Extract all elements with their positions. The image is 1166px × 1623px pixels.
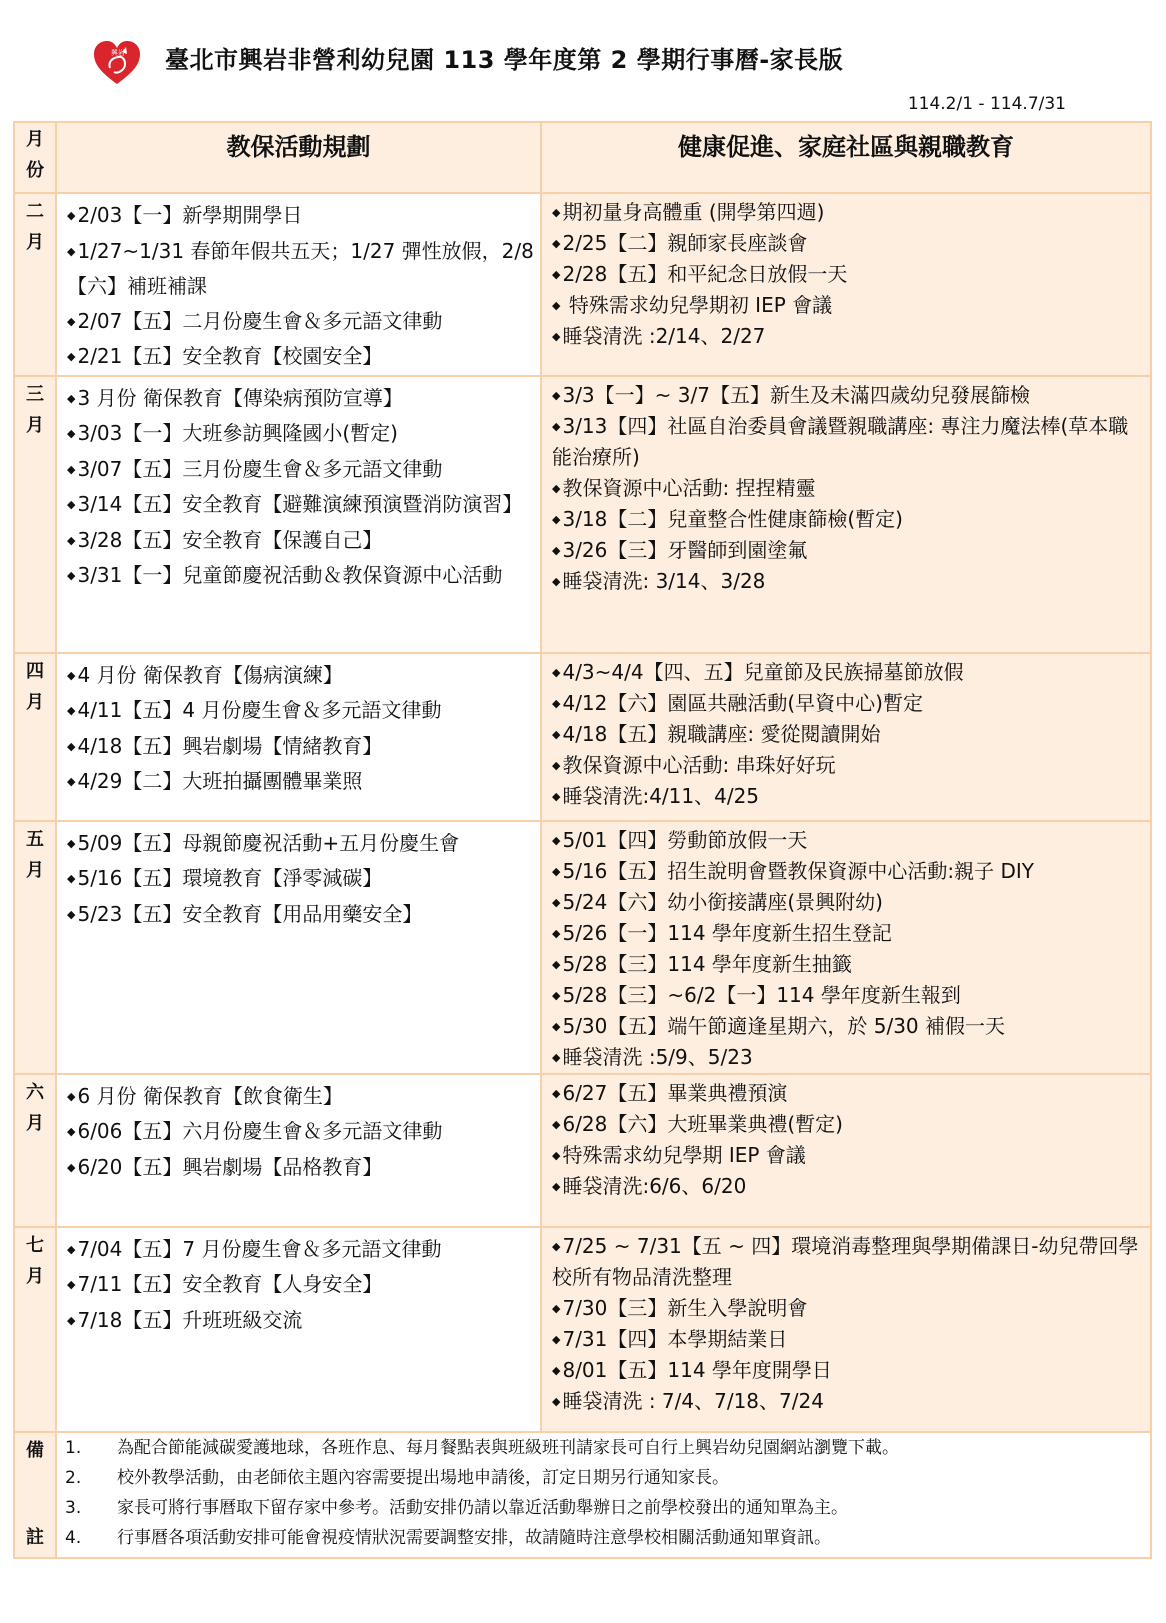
health-item: ◆ 3/26【三】牙醫師到園塗氟 [552, 535, 1144, 566]
notes-label-top: 備 [26, 1439, 44, 1461]
health-list [542, 822, 1150, 1073]
health-item: ◆ 7/25 ~ 7/31【五 ~ 四】環境消毒整理與學期備課日-幼兒帶回學校所有物品清洗整理 [552, 1231, 1144, 1293]
svg-text:興岩: 興岩 [111, 49, 125, 57]
health-list [542, 1228, 1150, 1417]
month-rows [14, 193, 1151, 1432]
health-item: ◆ 教保資源中心活動: 串珠好好玩 [552, 750, 1144, 781]
month-row [14, 193, 1151, 376]
activity-cell [56, 1227, 541, 1432]
date-range: 114.2/1 - 114.7/31 [907, 94, 1066, 114]
health-cell [541, 1227, 1151, 1432]
activity-item: ◆ 6/06【五】六月份慶生會＆多元語文律動 [67, 1114, 534, 1150]
month-column-header: 月 份 [14, 122, 56, 193]
health-item: ◆ 5/26【一】114 學年度新生招生登記 [552, 918, 1144, 949]
activity-item: ◆ 3/31【一】兒童節慶祝活動＆教保資源中心活動 [67, 558, 534, 594]
activity-item: ◆ 3/07【五】三月份慶生會＆多元語文律動 [67, 452, 534, 488]
activity-item: ◆ 7/11【五】安全教育【人身安全】 [67, 1267, 534, 1303]
health-item: ◆ 2/25【二】親師家長座談會 [552, 228, 1144, 259]
activity-item: ◆ 3 月份 衛保教育【傳染病預防宣導】 [67, 381, 534, 417]
activity-item: ◆ 2/21【五】安全教育【校園安全】 [67, 339, 534, 375]
month-label: 三 月 [14, 376, 56, 653]
health-item: ◆ 5/28【三】~6/2【一】114 學年度新生報到 [552, 980, 1144, 1011]
health-list [542, 654, 1150, 812]
activity-column-header: 教保活動規劃 [56, 122, 541, 193]
activity-item: ◆ 1/27~1/31 春節年假共五天；1/27 彈性放假，2/8【六】補班補課 [67, 234, 534, 304]
health-item: ◆ 期初量身高體重 (開學第四週) [552, 197, 1144, 228]
page-title: 臺北市興岩非營利幼兒園 113 學年度第 2 學期行事曆-家長版 [165, 46, 844, 74]
note-text: 家長可將行事曆取下留存家中參考。活動安排仍請以靠近活動舉辦日之前學校發出的通知單為主。 [117, 1497, 848, 1518]
month-label: 七 月 [14, 1227, 56, 1432]
activity-item: ◆ 5/09【五】母親節慶祝活動+五月份慶生會 [67, 826, 534, 862]
activity-list [57, 1075, 540, 1186]
activity-list [57, 194, 540, 375]
activity-item: ◆ 2/07【五】二月份慶生會＆多元語文律動 [67, 304, 534, 340]
notes-cell [56, 1432, 1151, 1558]
note-item [65, 1523, 1150, 1553]
heart-logo-icon [92, 38, 142, 88]
health-item: ◆ 3/18【二】兒童整合性健康篩檢(暫定) [552, 504, 1144, 535]
health-item: ◆ 5/30【五】端午節適逢星期六，於 5/30 補假一天 [552, 1011, 1144, 1042]
health-item: ◆ 教保資源中心活動: 捏捏精靈 [552, 473, 1144, 504]
activity-item: ◆ 4 月份 衛保教育【傷病演練】 [67, 658, 534, 694]
health-item: ◆ 睡袋清洗:6/6、6/20 [552, 1171, 1144, 1202]
health-item: ◆ 4/18【五】親職講座: 愛從閱讀開始 [552, 719, 1144, 750]
activity-item: ◆ 4/29【二】大班拍攝團體畢業照 [67, 764, 534, 800]
calendar-table [13, 121, 1152, 1559]
health-item: ◆ 2/28【五】和平紀念日放假一天 [552, 259, 1144, 290]
activity-item: ◆ 5/16【五】環境教育【淨零減碳】 [67, 861, 534, 897]
health-cell [541, 653, 1151, 821]
header-row [14, 122, 1151, 193]
activity-item: ◆ 3/03【一】大班參訪興隆國小(暫定) [67, 416, 534, 452]
notes-list [57, 1433, 1150, 1553]
activity-item: ◆ 7/18【五】升班班級交流 [67, 1303, 534, 1339]
activity-item: ◆ 4/18【五】興岩劇場【情緒教育】 [67, 729, 534, 765]
notes-label [14, 1432, 56, 1558]
health-cell [541, 376, 1151, 653]
health-item: ◆ 7/30【三】新生入學說明會 [552, 1293, 1144, 1324]
health-item: ◆ 睡袋清洗: 3/14、3/28 [552, 566, 1144, 597]
health-list [542, 194, 1150, 352]
health-cell [541, 1074, 1151, 1227]
health-list [542, 1075, 1150, 1202]
health-item: ◆ 睡袋清洗 : 7/4、7/18、7/24 [552, 1386, 1144, 1417]
activity-item: ◆ 3/14【五】安全教育【避難演練預演暨消防演習】 [67, 487, 534, 523]
note-item [65, 1463, 1150, 1493]
notes-row [14, 1432, 1151, 1558]
health-item: ◆ 3/3【一】~ 3/7【五】新生及未滿四歲幼兒發展篩檢 [552, 380, 1144, 411]
health-item: ◆ 5/16【五】招生說明會暨教保資源中心活動:親子 DIY [552, 856, 1144, 887]
health-item: ◆ 3/13【四】社區自治委員會議暨親職講座: 專注力魔法棒(草本職能治療所) [552, 411, 1144, 473]
month-row [14, 376, 1151, 653]
activity-item: ◆ 3/28【五】安全教育【保護自己】 [67, 523, 534, 559]
activity-cell [56, 653, 541, 821]
month-row [14, 1074, 1151, 1227]
health-item: ◆ 5/01【四】勞動節放假一天 [552, 825, 1144, 856]
health-item: ◆ 5/24【六】幼小銜接講座(景興附幼) [552, 887, 1144, 918]
health-item: ◆ 特殊需求幼兒學期初 IEP 會議 [552, 290, 1144, 321]
month-row [14, 821, 1151, 1074]
note-number: 2. [65, 1467, 82, 1488]
activity-list [57, 822, 540, 933]
health-item: ◆ 睡袋清洗:4/11、4/25 [552, 781, 1144, 812]
activity-item: ◆ 5/23【五】安全教育【用品用藥安全】 [67, 897, 534, 933]
note-number: 1. [65, 1437, 82, 1458]
health-item: ◆ 睡袋清洗 :2/14、2/27 [552, 321, 1144, 352]
month-row [14, 653, 1151, 821]
health-item: ◆ 8/01【五】114 學年度開學日 [552, 1355, 1144, 1386]
activity-cell [56, 821, 541, 1074]
month-label: 四 月 [14, 653, 56, 821]
health-cell [541, 821, 1151, 1074]
health-column-header: 健康促進、家庭社區與親職教育 [541, 122, 1151, 193]
note-number: 4. [65, 1527, 82, 1548]
activity-list [57, 1228, 540, 1339]
note-item [65, 1493, 1150, 1523]
activity-cell [56, 376, 541, 653]
activity-list [57, 377, 540, 594]
note-text: 校外教學活動，由老師依主題內容需要提出場地申請後，訂定日期另行通知家長。 [117, 1467, 729, 1488]
health-item: ◆ 6/28【六】大班畢業典禮(暫定) [552, 1109, 1144, 1140]
health-item: ◆ 4/3~4/4【四、五】兒童節及民族掃墓節放假 [552, 657, 1144, 688]
activity-item: ◆ 7/04【五】7 月份慶生會＆多元語文律動 [67, 1232, 534, 1268]
notes-label-bottom: 註 [26, 1526, 44, 1548]
activity-list [57, 654, 540, 800]
activity-cell [56, 193, 541, 376]
activity-item: ◆ 2/03【一】新學期開學日 [67, 198, 534, 234]
health-item: ◆ 6/27【五】畢業典禮預演 [552, 1078, 1144, 1109]
activity-item: ◆ 6 月份 衛保教育【飲食衛生】 [67, 1079, 534, 1115]
note-number: 3. [65, 1497, 82, 1518]
note-item [65, 1433, 1150, 1463]
health-item: ◆ 睡袋清洗 :5/9、5/23 [552, 1042, 1144, 1073]
activity-cell [56, 1074, 541, 1227]
health-item: ◆ 7/31【四】本學期結業日 [552, 1324, 1144, 1355]
health-list [542, 377, 1150, 597]
health-item: ◆ 特殊需求幼兒學期 IEP 會議 [552, 1140, 1144, 1171]
page-header [0, 0, 1166, 118]
activity-item: ◆ 4/11【五】4 月份慶生會＆多元語文律動 [67, 693, 534, 729]
month-row [14, 1227, 1151, 1432]
month-label: 六 月 [14, 1074, 56, 1227]
health-cell [541, 193, 1151, 376]
note-text: 行事曆各項活動安排可能會視疫情狀況需要調整安排，故請隨時注意學校相關活動通知單資訊。 [117, 1527, 831, 1548]
health-item: ◆ 5/28【三】114 學年度新生抽籤 [552, 949, 1144, 980]
note-text: 為配合節能減碳愛護地球，各班作息、每月餐點表與班級班刊請家長可自行上興岩幼兒園網站瀏覽下載。 [117, 1437, 899, 1458]
month-label: 二 月 [14, 193, 56, 376]
month-label: 五 月 [14, 821, 56, 1074]
health-item: ◆ 4/12【六】園區共融活動(早資中心)暫定 [552, 688, 1144, 719]
activity-item: ◆ 6/20【五】興岩劇場【品格教育】 [67, 1150, 534, 1186]
